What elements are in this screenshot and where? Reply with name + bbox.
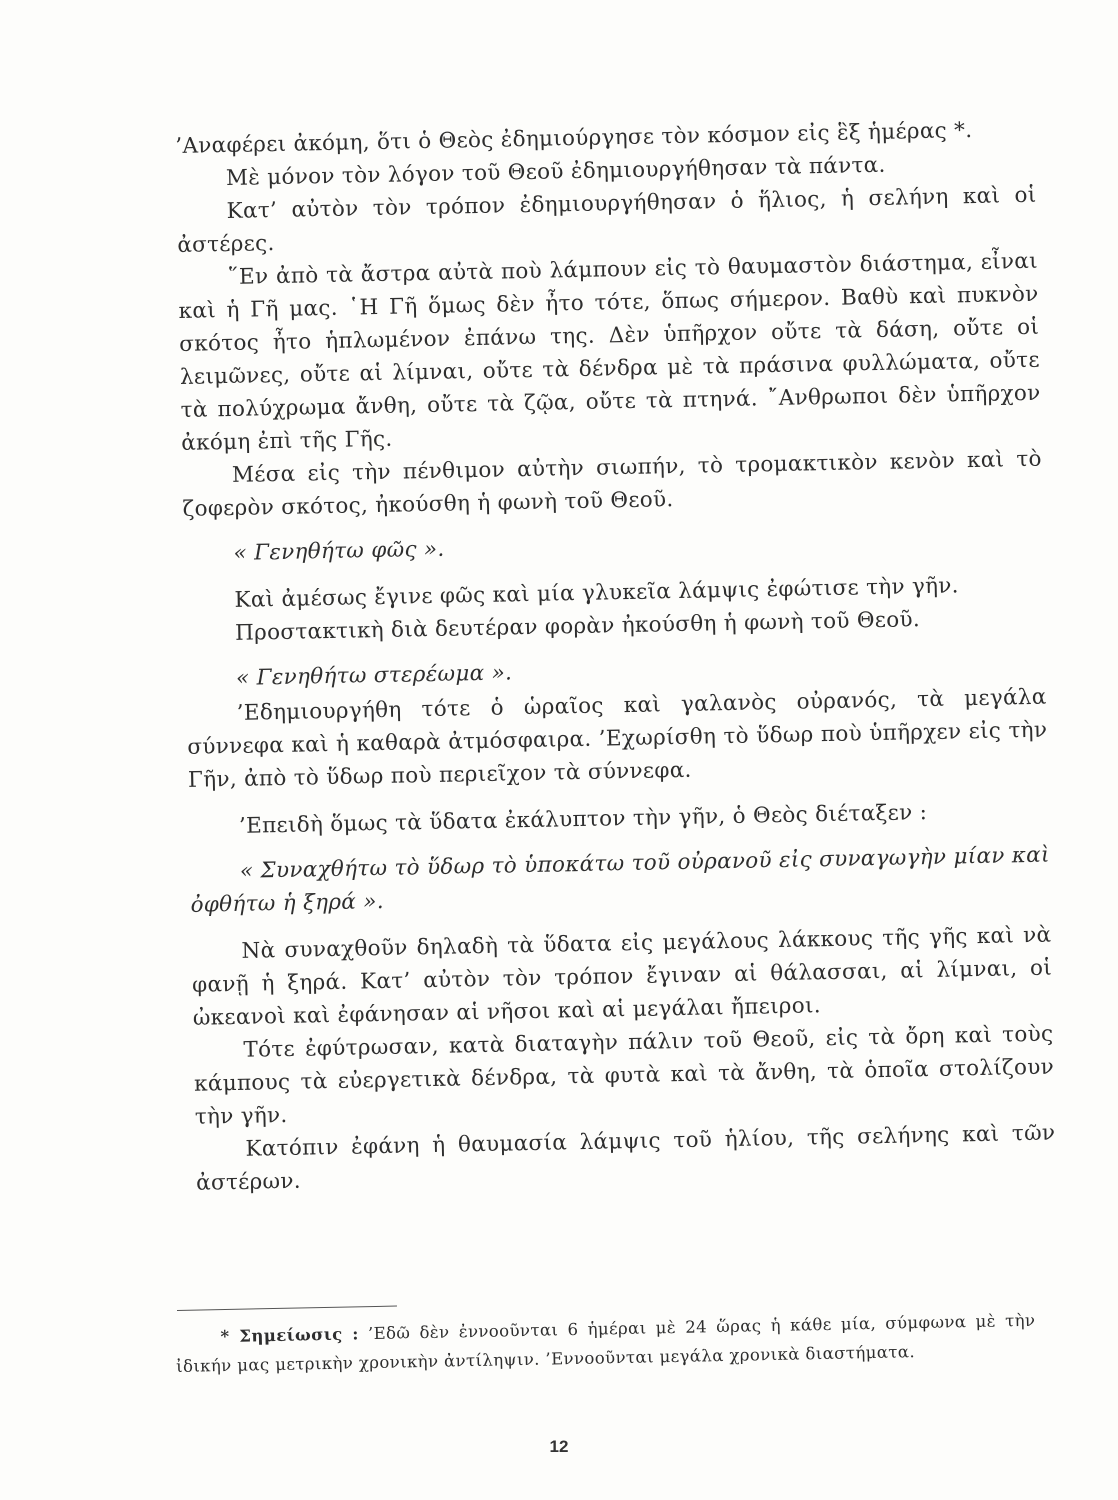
paragraph-2: Μὲ μόνον τὸν λόγον τοῦ Θεοῦ ἐδημιουργήθησαν τὰ πάντα. — [225, 152, 886, 191]
paragraph-8: ’Εδημιουργήθη τότε ὁ ὡραῖος καὶ γαλανὸς οὐρανός, τὰ μεγάλα σύννεφα καὶ ἡ καθαρὰ ἀτμόσφαιρα. ’Εχωρίσθη τὸ ὕδωρ ποὺ ὑπῆρχεν εἰς τὴν Γῆν, ἀπὸ τὸ ὕδωρ ποὺ περιεῖχον τὰ σύννεφα. — [187, 684, 1048, 793]
page-number: 12 — [549, 1437, 569, 1456]
paragraph-11: Τότε ἐφύτρωσαν, κατὰ διαταγὴν πάλιν τοῦ Θεοῦ, εἰς τὰ ὄρη καὶ τοὺς κάμπους τὰ εὐεργετικὰ δένδρα, τὰ φυτὰ καὶ τὰ ἄνθη, τὰ ὁποῖα στολίζουν τὴν γῆν. — [193, 1021, 1055, 1130]
quote-waters-gathered: « Συναχθήτω τὸ ὕδωρ τὸ ὑποκάτω τοῦ οὐρανοῦ εἰς συναγωγὴν μίαν καὶ ὀφθήτω ἡ ξηρά ». — [190, 842, 1050, 918]
paragraph-3: Κατ’ αὐτὸν τὸν τρόπον ἐδημιουργήθησαν ὁ ἥλιος, ἡ σελήνη καὶ οἱ ἀστέρες. — [177, 182, 1037, 258]
footnote — [175, 1293, 1036, 1381]
footnote-label: * Σημείωσις : — [220, 1324, 359, 1347]
footnote-text — [175, 1306, 1036, 1381]
paragraph-12: Κατόπιν ἐφάνη ἡ θαυμασία λάμψις τοῦ ἡλίου, τῆς σελήνης καὶ τῶν ἀστέρων. — [195, 1120, 1056, 1196]
paragraph-10: Νὰ συναχθοῦν δηλαδὴ τὰ ὕδατα εἰς μεγάλους λάκκους τῆς γῆς καὶ νὰ φανῇ ἡ ξηρά. Κατ’ αὐτὸν τὸν τρόπον ἔγιναν αἱ θάλασσαι, αἱ λίμναι, οἱ ὠκεανοὶ καὶ ἐφάνησαν αἱ νῆσοι καὶ αἱ μεγάλαι ἤπειροι. — [191, 922, 1053, 1031]
paragraph-4: ῞Εν ἀπὸ τὰ ἄστρα αὐτὰ ποὺ λάμπουν εἰς τὸ θαυμαστὸν διάστημα, εἶναι καὶ ἡ Γῆ μας. ῾Η Γῆ ὅμως δὲν ἦτο τότε, ὅπως σήμερον. Βαθὺ καὶ πυκνὸν σκότος ἦτο ἡπλωμένον ἐπάνω της. Δὲν ὑπῆρχον οὔτε τὰ δάση, οὔτε οἱ λειμῶνες, οὔτε αἱ λίμναι, οὔτε τὰ δένδρα μὲ τὰ πράσινα φυλλώματα, οὔτε τὰ πολύχρωμα ἄνθη, οὔτε τὰ ζῷα, οὔτε τὰ πτηνά. ῎Ανθρωποι δὲν ὑπῆρχον ἀκόμη ἐπὶ τῆς Γῆς. — [178, 248, 1041, 456]
paragraph-7: Προστακτικὴ διὰ δευτέραν φορὰν ἠκούσθη ἡ φωνὴ τοῦ Θεοῦ. — [234, 607, 921, 646]
footnote-divider — [177, 1306, 397, 1311]
paragraph-5: Μέσα εἰς τὴν πένθιμον αὐτὴν σιωπήν, τὸ τρομακτικὸν κενὸν καὶ τὸ ζοφερὸν σκότος, ἠκούσθη ἡ φωνὴ τοῦ Θεοῦ. — [182, 446, 1043, 522]
paragraph-1: ’Αναφέρει ἀκόμη, ὅτι ὁ Θεὸς ἐδημιούργησε τὸν κόσμον εἰς ἓξ ἡμέρας *. — [175, 118, 973, 159]
quote-let-there-be-light: « Γενηθήτω φῶς ». — [233, 536, 445, 566]
paragraph-9: ’Επειδὴ ὅμως τὰ ὕδατα ἐκάλυπτον τὴν γῆν, ὁ Θεὸς διέταξεν : — [238, 800, 928, 839]
paragraph-6: Καὶ ἀμέσως ἔγινε φῶς καὶ μία γλυκεῖα λάμψις ἐφώτισε τὴν γῆν. — [234, 573, 960, 613]
main-text — [175, 113, 1056, 1200]
quote-firmament: « Γενηθήτω στερέωμα ». — [235, 660, 513, 691]
footnote-body: ’Εδῶ δὲν ἐννοοῦνται 6 ἡμέραι μὲ 24 ὥρας ἡ κάθε μία, σύμφωνα μὲ τὴν ἰδικήν μας μετρικὴν χρονικὴν ἀντίληψιν. ’Εννοοῦνται μεγάλα χρονικὰ διαστήματα. — [175, 1310, 1036, 1376]
